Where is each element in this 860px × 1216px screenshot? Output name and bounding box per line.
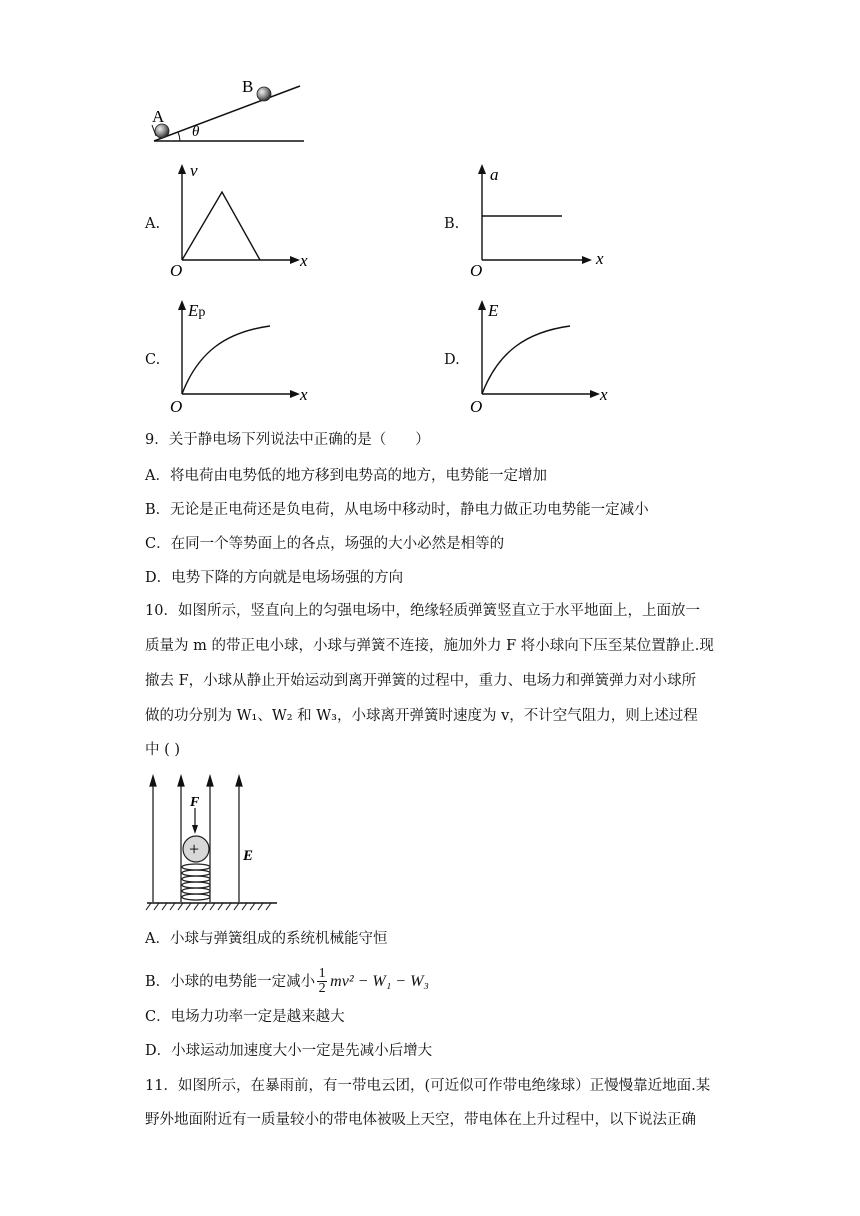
q9-option-c: C．在同一个等势面上的各点，场强的大小必然是相等的 (145, 536, 505, 552)
svg-text:x: x (300, 385, 308, 404)
q9-option-d: D．电势下降的方向就是电场场强的方向 (145, 570, 404, 586)
incline-figure (140, 70, 310, 150)
label-a: A (152, 107, 165, 126)
q10-stem-line-5: 中 ( ) (145, 742, 181, 758)
q11-stem-line-2: 野外地面附近有一质量较小的带电体被吸上天空，带电体在上升过程中，以下说法正确 (145, 1112, 696, 1128)
svg-text:O: O (470, 261, 483, 278)
svg-text:Ep: Ep (188, 301, 206, 320)
ball-b (257, 87, 271, 101)
ball-a (155, 124, 169, 138)
q11-stem-line-1: 11．如图所示，在暴雨前，有一带电云团，(可近似可作带电绝缘球）正慢慢靠近地面.某 (145, 1078, 711, 1094)
q9-option-a: A．将电荷由电势低的地方移到电势高的地方，电势能一定增加 (145, 468, 547, 484)
label-theta: θ (192, 124, 200, 140)
graph-d (468, 296, 618, 418)
force-label: F (190, 795, 200, 810)
svg-text:O: O (170, 397, 183, 416)
q10-option-a: A．小球与弹簧组成的系统机械能守恒 (145, 931, 388, 947)
q10-option-b (145, 967, 429, 996)
svg-text:a: a (490, 165, 499, 184)
q9-option-b: B．无论是正电荷还是负电荷，从电场中移动时，静电力做正功电势能一定减小 (145, 502, 649, 518)
charge-symbol: + (189, 839, 200, 859)
q10-option-d: D．小球运动加速度大小一定是先减小后增大 (145, 1043, 433, 1059)
q10-stem-line-2: 质量为 m 的带正电小球，小球与弹簧不连接，施加外力 F 将小球向下压至某位置静止.现 (145, 638, 714, 654)
graph-a (168, 160, 318, 278)
svg-text:x: x (596, 249, 604, 268)
svg-text:O: O (170, 261, 183, 278)
svg-text:E: E (488, 301, 499, 320)
field-label: E (243, 848, 254, 864)
svg-text:x: x (300, 251, 308, 270)
svg-text:O: O (470, 397, 483, 416)
q10-option-c: C．电场力功率一定是越来越大 (145, 1009, 345, 1025)
option-c-label: C. (145, 352, 161, 368)
q9-stem: 9．关于静电场下列说法中正确的是（ ） (145, 432, 430, 448)
label-b: B (242, 77, 254, 96)
q10-stem-line-1: 10．如图所示，竖直向上的匀强电场中，绝缘轻质弹簧竖直立于水平地面上，上面放一 (145, 603, 700, 619)
svg-text:v: v (190, 161, 198, 180)
e-curve (482, 326, 570, 394)
q10-stem-line-3: 撤去 F，小球从静止开始运动到离开弹簧的过程中，重力、电场力和弹簧弹力对小球所 (145, 673, 697, 689)
spring-field-figure (145, 770, 280, 915)
svg-text:x: x (600, 385, 608, 404)
graph-b (468, 160, 618, 278)
q10-option-b-formula: 1 2 mv² − W₁ − W₃ (318, 966, 429, 996)
q10-stem-line-4: 做的功分别为 W₁、W₂ 和 W₃，小球离开弹簧时速度为 v，不计空气阻力，则上述过程 (145, 708, 698, 724)
v-curve (182, 192, 260, 260)
q10-option-b-text: B．小球的电势能一定减小 (145, 973, 316, 990)
graph-c (168, 296, 318, 418)
option-a-label: A. (145, 216, 161, 232)
option-b-label: B. (444, 216, 460, 232)
ep-curve (182, 326, 270, 394)
option-d-label: D. (444, 352, 460, 368)
